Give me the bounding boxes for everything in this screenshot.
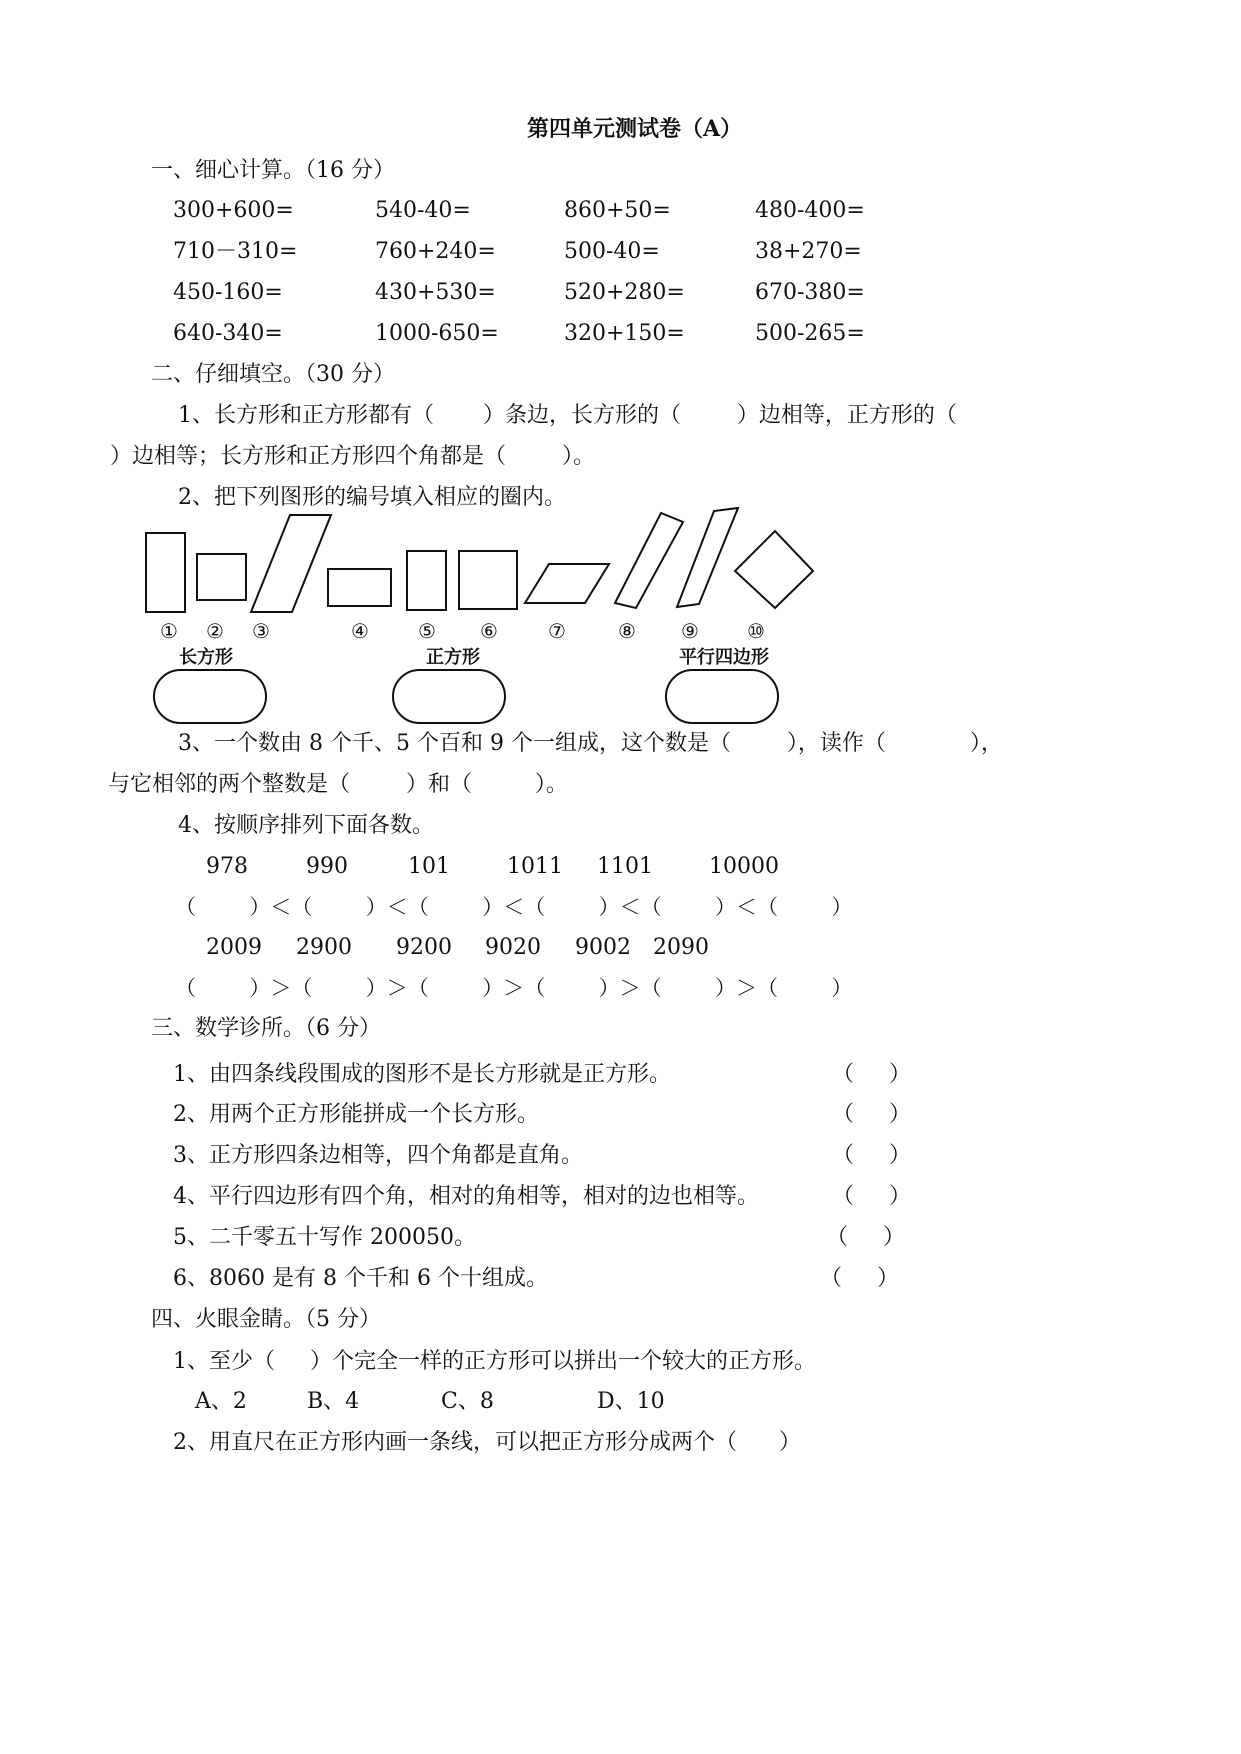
section1-heading: 一、细心计算。（16 分）: [151, 158, 395, 183]
fill-question-2: 2、把下列图形的编号填入相应的圈内。: [178, 485, 566, 510]
calc-item: 760+240=: [375, 239, 496, 264]
choice-option-c: C、8: [441, 1389, 494, 1414]
shape-8-parallelogram: [615, 513, 683, 608]
choice-question-2: 2、用直尺在正方形内画一条线，可以把正方形分成两个（ ）: [173, 1430, 801, 1455]
choice-option-a: A、2: [195, 1389, 247, 1414]
shape-1-rectangle: [146, 533, 185, 612]
shape-number-10: ⑩: [747, 619, 765, 643]
shape-4-rectangle: [328, 569, 391, 606]
category-label-parallelogram: 平行四边形: [679, 647, 769, 668]
order-number: 990: [306, 854, 348, 879]
shape-3-parallelogram: [251, 515, 331, 612]
shape-number-5: ⑤: [418, 619, 436, 643]
order-number: 10000: [709, 854, 779, 879]
fill-question-3-line1: 3、一个数由 8 个千、5 个百和 9 个一组成，这个数是（ ），读作（ ），: [178, 731, 1003, 756]
category-label-square: 正方形: [426, 647, 480, 668]
judge-blank-6: （ ）: [820, 1266, 899, 1291]
shape-number-8: ⑧: [618, 619, 636, 643]
shape-number-9: ⑨: [681, 619, 699, 643]
shape-number-1: ①: [160, 619, 178, 643]
shapes-figure: [0, 0, 1241, 760]
oval-parallelogram-category: [666, 670, 778, 723]
judge-blank-4: （ ）: [832, 1184, 911, 1209]
calc-item: 520+280=: [564, 280, 685, 305]
order-number: 9020: [485, 935, 541, 960]
order-number: 2900: [296, 935, 352, 960]
choice-option-b: B、4: [307, 1389, 360, 1414]
calc-item: 540-40=: [375, 198, 471, 223]
section4-heading: 四、火眼金睛。（5 分）: [151, 1307, 381, 1332]
order-blanks-descending: （ ）＞（ ）＞（ ）＞（ ）＞（ ）＞（ ）: [175, 976, 853, 1000]
calc-item: 300+600=: [173, 198, 294, 223]
order-number: 2090: [653, 935, 709, 960]
calc-item: 480-400=: [755, 198, 865, 223]
shape-2-square: [197, 554, 246, 600]
page-title: 第四单元测试卷（A）: [527, 116, 743, 142]
shape-number-2: ②: [206, 619, 224, 643]
calc-item: 500-265=: [755, 321, 865, 346]
judge-item-2: 2、用两个正方形能拼成一个长方形。: [173, 1102, 539, 1127]
shape-number-4: ④: [351, 619, 369, 643]
fill-question-1-line2: ）边相等；长方形和正方形四个角都是（ ）。: [110, 444, 595, 469]
shape-5-rectangle: [407, 551, 446, 610]
order-number: 101: [408, 854, 450, 879]
judge-item-3: 3、正方形四条边相等，四个角都是直角。: [173, 1143, 583, 1168]
shape-10-square: [735, 531, 813, 608]
order-number: 1011: [507, 854, 563, 879]
section2-heading: 二、仔细填空。（30 分）: [151, 362, 395, 387]
calc-item: 38+270=: [755, 239, 862, 264]
order-number: 1101: [597, 854, 653, 879]
calc-item: 500-40=: [564, 239, 660, 264]
shape-number-3: ③: [252, 619, 270, 643]
oval-square-category: [393, 670, 505, 723]
calc-item: 670-380=: [755, 280, 865, 305]
fill-question-4: 4、按顺序排列下面各数。: [178, 813, 434, 838]
judge-item-4: 4、平行四边形有四个角，相对的角相等，相对的边也相等。: [173, 1184, 759, 1209]
order-number: 9002: [575, 935, 631, 960]
shape-9-parallelogram: [677, 508, 738, 607]
shape-number-7: ⑦: [548, 619, 566, 643]
judge-blank-1: （ ）: [832, 1062, 911, 1087]
judge-item-1: 1、由四条线段围成的图形不是长方形就是正方形。: [173, 1062, 671, 1087]
fill-question-1-line1: 1、长方形和正方形都有（ ）条边，长方形的（ ）边相等，正方形的（: [178, 403, 957, 428]
calc-item: 860+50=: [564, 198, 671, 223]
judge-blank-3: （ ）: [832, 1143, 911, 1168]
judge-item-5: 5、二千零五十写作 200050。: [173, 1225, 476, 1250]
category-label-rectangle: 长方形: [179, 647, 233, 668]
judge-blank-2: （ ）: [832, 1102, 911, 1127]
calc-item: 430+530=: [375, 280, 496, 305]
judge-blank-5: （ ）: [826, 1225, 905, 1250]
calc-item: 710－310=: [173, 239, 298, 264]
shape-6-square: [459, 551, 517, 609]
oval-rectangle-category: [154, 670, 266, 723]
shape-number-6: ⑥: [480, 619, 498, 643]
calc-item: 320+150=: [564, 321, 685, 346]
judge-item-6: 6、8060 是有 8 个千和 6 个十组成。: [173, 1266, 548, 1291]
fill-question-3-line2: 与它相邻的两个整数是（ ）和（ ）。: [108, 772, 568, 797]
order-number: 978: [206, 854, 248, 879]
calc-item: 450-160=: [173, 280, 283, 305]
order-number: 2009: [206, 935, 262, 960]
order-number: 9200: [396, 935, 452, 960]
section3-heading: 三、数学诊所。（6 分）: [151, 1016, 381, 1041]
order-blanks-ascending: （ ）＜（ ）＜（ ）＜（ ）＜（ ）＜（ ）: [175, 895, 853, 919]
shape-7-parallelogram: [525, 564, 609, 603]
choice-option-d: D、10: [597, 1389, 665, 1414]
calc-item: 1000-650=: [375, 321, 499, 346]
choice-question-1: 1、至少（ ）个完全一样的正方形可以拼出一个较大的正方形。: [173, 1349, 816, 1374]
calc-item: 640-340=: [173, 321, 283, 346]
